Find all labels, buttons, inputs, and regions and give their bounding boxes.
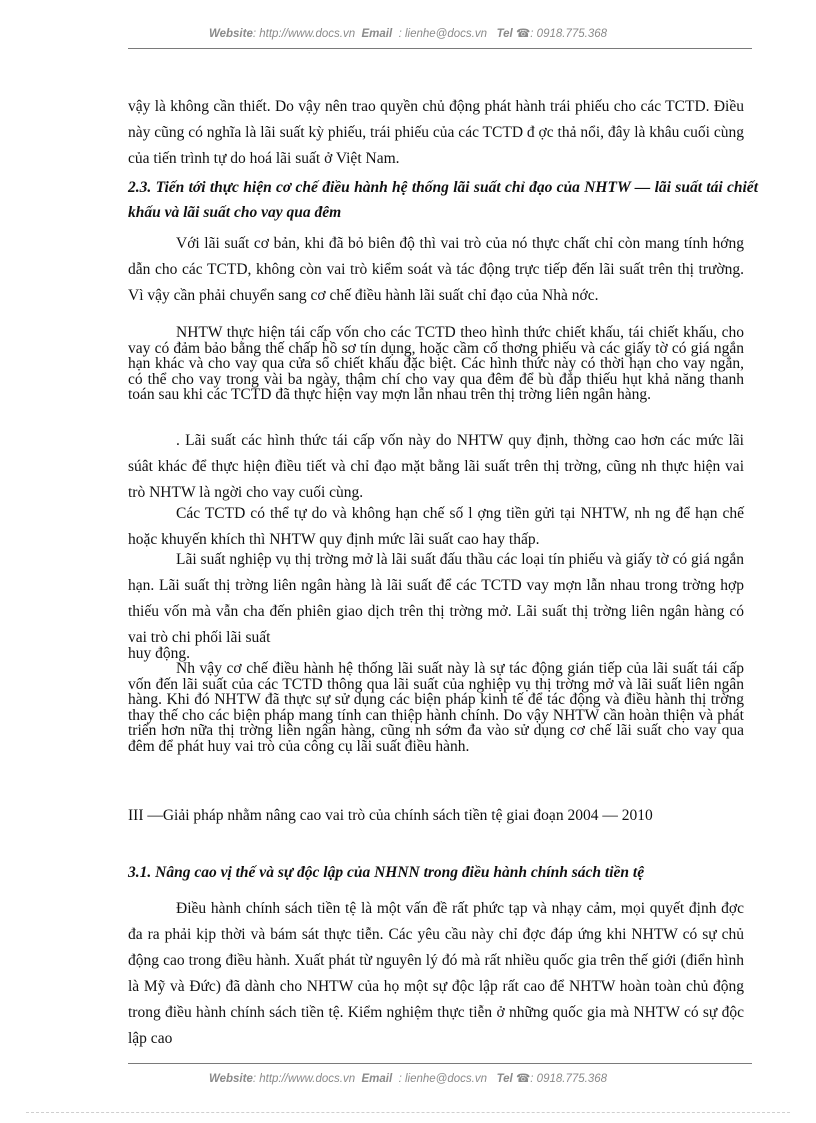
header-email-label: Email [361,28,393,40]
footer-website-value: : http://www.docs.vn [252,1073,356,1085]
paragraph-6: Lãi suất nghiệp vụ thị trờng mở là lãi suất đấu thầu các loại tín phiếu và giấy tờ có giá ngắn hạn. Lãi suất thị trờng liên ngân hàng là lãi suất để các TCTD vay mợn lẫn nhau trong trờng hợp thiếu vốn mà vẫn cha đến phiên giao dịch trên thị trờng mở. Lãi suất thị trờng liên ngân hàng có vai trò chi phối lãi suất [128,551,744,646]
footer-rule [128,1063,752,1064]
footer-tel-value: ☎: 0918.775.368 [515,1073,608,1085]
paragraph-3: NHTW thực hiện tái cấp vốn cho các TCTD theo hình thức chiết khấu, tái chiết khấu, cho vay có đảm bảo bằng thế chấp hồ sơ tín dụng, hoặc cầm cố thơng phiếu và các giấy tờ có giá ngắn hạn khác và cho vay qua cửa sổ chiết khấu đặc biệt. Các hình thức này có thời hạn cho vay ngắn, có thể cho vay trong vài ba ngày, thậm chí cho vay qua đêm để bù đắp thiếu hụt khả năng thanh toán sau khi các TCTD đã thực hiện vay mợn lẫn nhau trên thị trờng liên ngân hàng. [128,324,744,403]
header-rule [128,48,752,49]
header-tel-label: Tel [496,28,513,40]
section-heading-3-1: 3.1. Nâng cao vị thế và sự độc lập của NHNN trong điều hành chính sách tiền tệ [128,864,645,881]
footer-email-value: : lienhe@docs.vn [398,1073,487,1085]
paragraph-7: Nh vậy cơ chế điều hành hệ thống lãi suất này là sự tác động gián tiếp của lãi suất tái cấp vốn đến lãi suất của các TCTD thông qua lãi suất của nghiệp vụ thị trờng mở và lãi suất liên ngân hàng. Khi đó NHTW đã thực sự sử dụng các biện pháp kinh tế để tác động và điều hành thị trờng thay thế cho các biện pháp mang tính can thiệp hành chính. Do vậy NHTW cần hoàn thiện và phát triển hơn nữa thị trờng liên ngân hàng, cũng nh sớm đa vào sử dụng cơ chế lãi suất cho vay qua đêm để phát huy vai trò của công cụ lãi suất điều hành. [128,660,744,755]
page-header [0,26,816,40]
paragraph-2: Với lãi suất cơ bản, khi đã bỏ biên độ thì vai trò của nó thực chất chỉ còn mang tính hớng dẫn cho các TCTD, không còn vai trò kiểm soát và tác động trực tiếp đến lãi suất trên thị trường. Vì vậy cần phải chuyển sang cơ chế điều hành lãi suất chỉ đạo của Nhà nớc. [128,235,744,304]
page-edge-divider [26,1112,790,1113]
paragraph-5: Các TCTD có thể tự do và không hạn chế số l ợng tiền gửi tại NHTW, nh ng để hạn chế hoặc khuyến khích thì NHTW quy định mức lãi suất cao hay thấp. [128,505,744,548]
paragraph-4: . Lãi suất các hình thức tái cấp vốn này do NHTW quy định, thờng cao hơn các mức lãi súât khác để thực hiện điều tiết và chỉ đạo mặt bằng lãi suất trên thị trờng, cũng nh thực hiện vai trò NHTW là ngời cho vay cuối cùng. [128,432,744,501]
footer-tel-label: Tel [496,1073,513,1085]
paragraph-1: vậy là không cần thiết. Do vậy nên trao quyền chủ động phát hành trái phiếu cho các TCTD. Điều này cũng có nghĩa là lãi suất kỳ phiếu, trái phiếu của các TCTD đ ợc thả nổi, đây là khâu cuối cùng của tiến trình tự do hoá lãi suất ở Việt Nam. [128,98,744,167]
header-email-value: : lienhe@docs.vn [398,28,487,40]
paragraph-8: Điều hành chính sách tiền tệ là một vấn đề rất phức tạp và nhạy cảm, mọi quyết định đợc đa ra phải kịp thời và bám sát thực tiễn. Các yêu cầu này chỉ đợc đáp ứng khi NHTW có sự chủ động cao trong điều hành. Xuất phát từ nguyên lý đó mà rất nhiều quốc gia trên thế giới (điển hình là Mỹ và Đức) đã dành cho NHTW của họ một sự độc lập rất cao để NHTW hoàn toàn chủ động trong điều hành chính sách tiền tệ. Kiểm nghiệm thực tiễn ở những quốc gia mà NHTW có sự độc lập cao [128,900,744,1047]
header-website-value: : http://www.docs.vn [252,28,356,40]
header-tel-value: ☎: 0918.775.368 [515,28,608,40]
section-heading-2-3 [128,175,758,225]
section-heading-2-3-text: 2.3. Tiến tới thực hiện cơ chế điều hành hệ thống lãi suất chỉ đạo của NHTW — lãi suất tái chiết khấu và lãi suất cho vay qua đêm [128,179,758,221]
footer-email-label: Email [361,1073,393,1085]
header-website-label: Website [208,28,253,40]
section-heading-III: III —Giải pháp nhằm nâng cao vai trò của chính sách tiền tệ giai đoạn 2004 — 2010 [128,807,653,824]
paragraph-6-continuation: huy động. [128,645,190,662]
footer-website-label: Website [208,1073,253,1085]
page-footer [0,1071,816,1085]
